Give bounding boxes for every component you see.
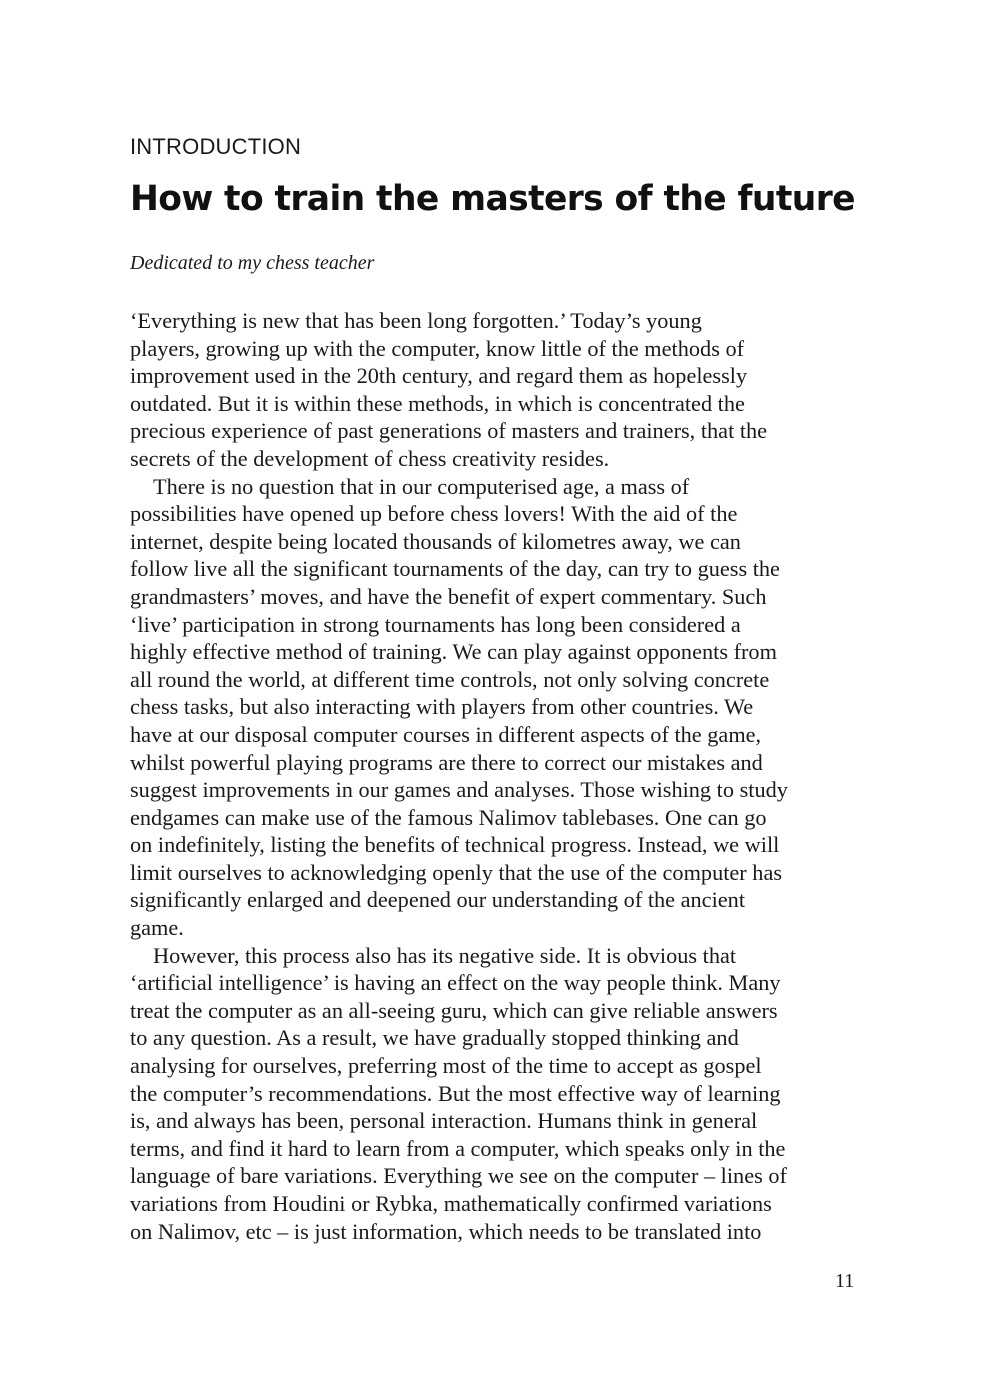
text-line: on Nalimov, etc – is just information, which needs to be translated into: [130, 1218, 762, 1244]
text-line: significantly enlarged and deepened our understanding of the ancient: [130, 887, 746, 913]
text-line: terms, and find it hard to learn from a computer, which speaks only in the: [130, 1135, 786, 1161]
text-line: follow live all the significant tournaments of the day, can try to guess the: [130, 556, 780, 582]
text-line: suggest improvements in our games and analyses. Those wishing to study: [130, 777, 788, 803]
paragraph: [130, 473, 865, 942]
text-line: However, this process also has its negative side. It is obvious that: [153, 942, 737, 968]
text-line: secrets of the development of chess creativity resides.: [130, 445, 610, 471]
text-line: on indefinitely, listing the benefits of technical progress. Instead, we will: [130, 832, 780, 858]
text-line: improvement used in the 20th century, and regard them as hopelessly: [130, 363, 748, 389]
text-line: highly effective method of training. We can play against opponents from: [130, 639, 777, 665]
text-line: the computer’s recommendations. But the most effective way of learning: [130, 1080, 781, 1106]
text-line: have at our disposal computer courses in different aspects of the game,: [130, 721, 762, 747]
text-line: players, growing up with the computer, know little of the methods of: [130, 335, 745, 361]
text-line: is, and always has been, personal interaction. Humans think in general: [130, 1108, 758, 1134]
text-line: ‘live’ participation in strong tournaments has long been considered a: [130, 611, 741, 637]
text-line: possibilities have opened up before chess lovers! With the aid of the: [130, 501, 738, 527]
text-line: outdated. But it is within these methods, in which is concentrated the: [130, 390, 745, 416]
text-line: treat the computer as an all-seeing guru, which can give reliable answers: [130, 997, 778, 1023]
paragraph: [130, 942, 865, 1246]
chapter-title: How to train the masters of the future: [130, 179, 855, 219]
text-line: internet, despite being located thousands of kilometres away, we can: [130, 528, 741, 554]
text-line: ‘artificial intelligence’ is having an effect on the way people think. Many: [130, 970, 781, 996]
text-line: whilst powerful playing programs are there to correct our mistakes and: [130, 749, 763, 775]
text-line: to any question. As a result, we have gradually stopped thinking and: [130, 1025, 739, 1051]
text-line: all round the world, at different time controls, not only solving concrete: [130, 666, 770, 692]
text-line: variations from Houdini or Rybka, mathematically confirmed variations: [130, 1191, 772, 1216]
text-line: language of bare variations. Everything we see on the computer – lines of: [130, 1163, 787, 1189]
paragraph: [130, 307, 865, 473]
dedication: Dedicated to my chess teacher: [130, 252, 375, 274]
text-line: There is no question that in our computerised age, a mass of: [153, 473, 690, 499]
body-text: [130, 307, 865, 1245]
text-line: endgames can make use of the famous Nalimov tablebases. One can go: [130, 804, 767, 830]
text-line: game.: [130, 915, 184, 941]
page-number: 11: [835, 1270, 855, 1292]
text-line: limit ourselves to acknowledging openly that the use of the computer has: [130, 859, 783, 885]
text-line: precious experience of past generations of masters and trainers, that the: [130, 418, 768, 444]
text-line: ‘Everything is new that has been long forgotten.’ Today’s young: [130, 308, 702, 333]
text-line: chess tasks, but also interacting with players from other countries. We: [130, 694, 754, 720]
section-label: INTRODUCTION: [130, 134, 302, 159]
text-line: grandmasters’ moves, and have the benefit of expert commentary. Such: [130, 583, 767, 609]
text-line: analysing for ourselves, preferring most of the time to accept as gospel: [130, 1053, 762, 1079]
